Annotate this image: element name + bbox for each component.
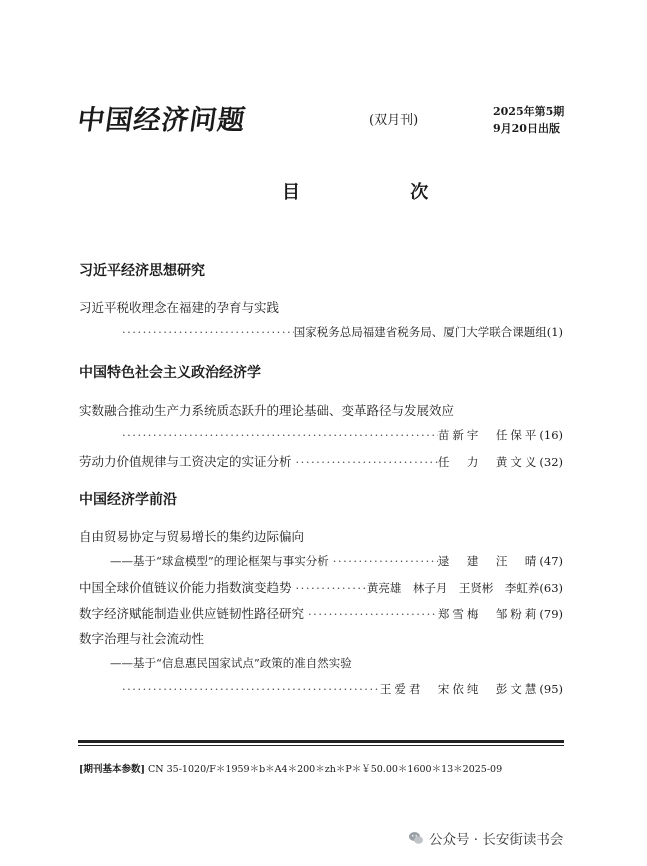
- toc-entry[interactable]: [79, 452, 563, 470]
- page-number[interactable]: (16): [539, 428, 563, 442]
- section-title: 中国经济学前沿: [79, 492, 177, 508]
- article-title[interactable]: 实数融合推动生产力系统质态跃升的理论基础、变革路径与发展效应: [79, 403, 455, 418]
- article-authors: 郑雪梅 邹粉莉: [437, 607, 540, 621]
- article-title[interactable]: 数字经济赋能制造业供应链韧性路径研究: [79, 606, 305, 621]
- article-subtitle: ——基于“球盒模型”的理论框架与事实分析: [110, 554, 329, 568]
- article-authors: 任 力 黄文义: [437, 455, 540, 469]
- article-authors: 黄亮雄 林子月 王贤彬 李虹养: [366, 581, 540, 595]
- page-number[interactable]: (32): [539, 455, 563, 469]
- journal-parameters: [79, 761, 502, 775]
- issue-number: 2025年第5期: [493, 105, 565, 118]
- wechat-icon: [408, 830, 424, 846]
- page-number[interactable]: (95): [539, 682, 563, 696]
- divider-thin: [78, 745, 564, 746]
- leader-dots: [292, 581, 367, 595]
- journal-title: 中国经济问题: [75, 105, 248, 136]
- article-authors: 逯 建 汪 晴: [437, 554, 540, 568]
- article-subtitle: ——基于“信息惠民国家试点”政策的准自然实验: [110, 656, 352, 670]
- watermark-text: 公众号 · 长安街读书会: [429, 832, 564, 848]
- article-title[interactable]: 中国全球价值链议价能力指数演变趋势: [79, 580, 292, 595]
- page-number[interactable]: (47): [539, 554, 563, 568]
- publication-frequency: (双月刊): [369, 113, 419, 128]
- toc-entry-line: [118, 324, 563, 340]
- publication-date: 9月20日出版: [493, 122, 560, 135]
- toc-entry[interactable]: [79, 578, 563, 596]
- article-title[interactable]: 自由贸易协定与贸易增长的集约边际偏向: [79, 529, 305, 544]
- divider-thick: [78, 740, 564, 743]
- article-title[interactable]: 劳动力价值规律与工资决定的实证分析: [79, 454, 292, 469]
- leader-dots: [304, 607, 438, 621]
- article-authors: 苗新宇 任保平: [437, 428, 540, 442]
- leader-dots: [292, 455, 438, 469]
- parameters-label: [期刊基本参数]: [79, 764, 145, 775]
- page-number[interactable]: (79): [539, 607, 563, 621]
- page-number[interactable]: (1): [546, 325, 563, 339]
- page-number[interactable]: (63): [539, 581, 563, 595]
- wechat-watermark: [408, 828, 563, 848]
- toc-entry[interactable]: [79, 604, 563, 622]
- toc-heading: 目 次: [282, 182, 481, 203]
- article-title[interactable]: 习近平税收理念在福建的孕育与实践: [79, 300, 280, 315]
- leader-dots: [118, 428, 438, 442]
- parameters-value: CN 35-1020/F＊1959＊b＊A4＊200＊zh＊P＊￥50.00＊1600＊13＊2025-09: [148, 764, 503, 775]
- toc-entry-line: [118, 681, 563, 697]
- toc-entry-line: [118, 427, 563, 443]
- leader-dots: [329, 554, 438, 568]
- leader-dots: [118, 682, 380, 696]
- leader-dots: [118, 325, 294, 339]
- section-title: 习近平经济思想研究: [79, 263, 205, 279]
- article-title[interactable]: 数字治理与社会流动性: [79, 631, 205, 646]
- toc-entry-line: [110, 553, 563, 569]
- section-title: 中国特色社会主义政治经济学: [79, 365, 261, 381]
- article-authors: 王爱君 宋依纯 彭文慧: [379, 682, 540, 696]
- issue-info: [493, 103, 564, 137]
- article-authors: 国家税务总局福建省税务局、厦门大学联合课题组: [293, 325, 547, 339]
